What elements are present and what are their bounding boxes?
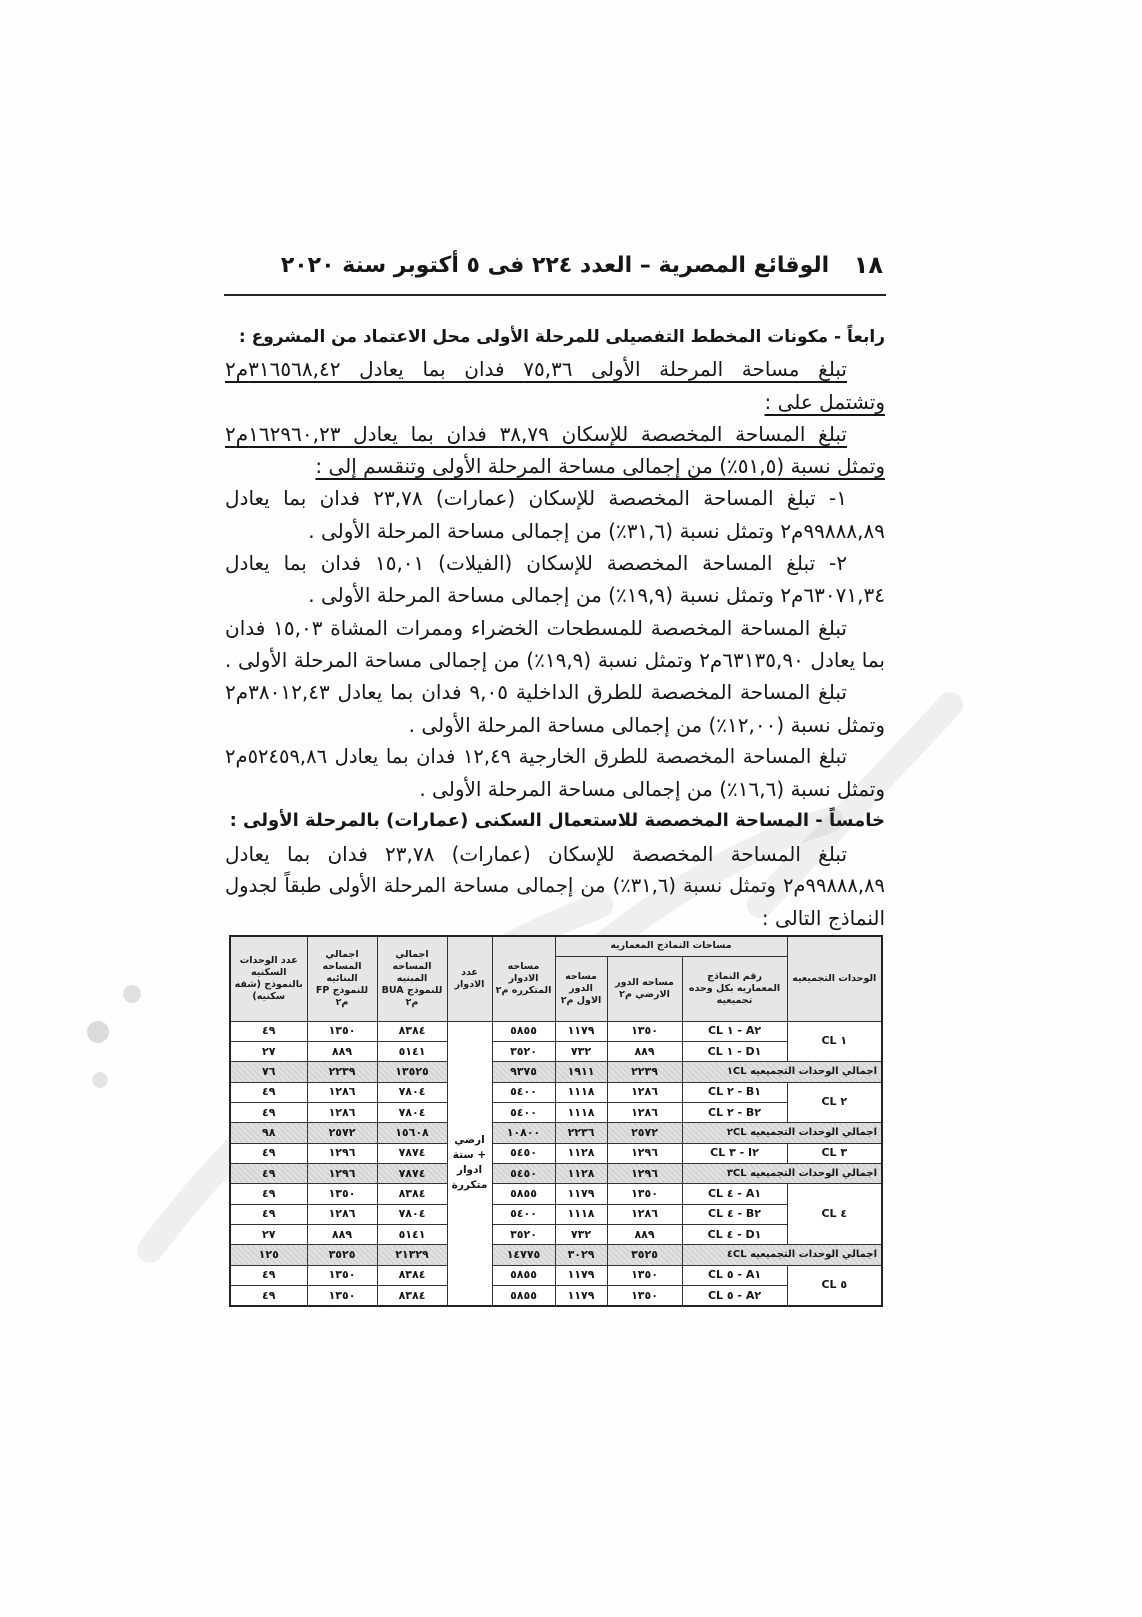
total-fp-cell: ١٢٩٦ (307, 1164, 377, 1184)
ground-area-cell: ٨٨٩ (607, 1225, 682, 1245)
header-cluster: الوحدات التجميعيه (787, 936, 882, 1021)
total-label-cell: اجمالي الوحدات التجميعيه ١CL (682, 1062, 882, 1082)
paragraph-line: تبلغ المساحة المخصصة للطرق الداخلية ٩,٠٥ فدان بما يعادل ٣٨٠١٢,٤٣م٢ (225, 680, 848, 705)
table-total-row (230, 1123, 882, 1143)
total-repeated-cell: ١٤٧٧٥ (492, 1245, 555, 1265)
first-area-cell: ٧٣٢ (555, 1041, 607, 1061)
total-repeated-cell: ١٠٨٠٠ (492, 1123, 555, 1143)
repeated-area-cell: ٥٤٥٠ (492, 1143, 555, 1163)
fp-cell: ١٢٩٦ (307, 1143, 377, 1163)
total-label-cell: اجمالي الوحدات التجميعيه ٣CL (682, 1164, 882, 1184)
ground-area-cell: ١٢٨٦ (607, 1082, 682, 1102)
table-row (230, 1021, 882, 1041)
table-total-row (230, 1245, 882, 1265)
units-cell: ٢٧ (230, 1225, 307, 1245)
units-cell: ٤٩ (230, 1021, 307, 1041)
total-units-cell: ٤٩ (230, 1164, 307, 1184)
first-area-cell: ١١٧٩ (555, 1021, 607, 1041)
bua-cell: ٧٨٠٤ (377, 1204, 447, 1224)
repeated-area-cell: ٣٥٢٠ (492, 1225, 555, 1245)
ground-area-cell: ٨٨٩ (607, 1041, 682, 1061)
paragraph-line: بما يعادل ٦٣١٣٥,٩٠م٢ وتمثل نسبة (١٩,٩٪) من إجمالى مساحة المرحلة الأولى . (225, 647, 885, 672)
total-ground-cell: ١٢٩٦ (607, 1164, 682, 1184)
table-row (230, 1102, 882, 1122)
table-row (230, 1286, 882, 1306)
ground-area-cell: ١٣٥٠ (607, 1021, 682, 1041)
repeated-area-cell: ٥٤٠٠ (492, 1204, 555, 1224)
total-first-cell: ٣٠٢٩ (555, 1245, 607, 1265)
total-ground-cell: ٢٢٣٩ (607, 1062, 682, 1082)
table-row (230, 1204, 882, 1224)
first-area-cell: ١١٧٩ (555, 1184, 607, 1204)
total-units-cell: ٩٨ (230, 1123, 307, 1143)
paragraph-line: تبلغ المساحة المخصصة للطرق الخارجية ١٢,٤٩ فدان بما يعادل ٥٢٤٥٩,٨٦م٢ (225, 744, 847, 768)
table-row (230, 1082, 882, 1102)
first-area-cell: ٧٣٢ (555, 1225, 607, 1245)
header-ground-floor-area: مساحه الدور الارضي م٢ (607, 956, 682, 1021)
repeated-area-cell: ٥٨٥٥ (492, 1184, 555, 1204)
first-area-cell: ١١١٨ (555, 1082, 607, 1102)
cluster-cell: CL ٣ (787, 1143, 882, 1163)
total-bua-cell: ١٣٥٢٥ (377, 1062, 447, 1082)
units-cell: ٤٩ (230, 1143, 307, 1163)
paragraph-line: وتشتمل على : (764, 389, 885, 414)
table-body (230, 1021, 882, 1306)
paragraph-line: تبلغ المساحة المخصصة للمسطحات الخضراء وممرات المشاة ١٥,٠٣ فدان (225, 615, 847, 640)
page-header (225, 250, 885, 290)
table-row (230, 1265, 882, 1285)
cluster-cell: CL ٤ (787, 1184, 882, 1245)
ground-area-cell: ١٣٥٠ (607, 1286, 682, 1306)
total-fp-cell: ٢٥٧٢ (307, 1123, 377, 1143)
section-four-heading: رابعاً - مكونات المخطط التفصيلى للمرحلة الأولى محل الاعتماد من المشروع : (238, 327, 885, 347)
page-number: ١٨ (853, 251, 883, 279)
ground-area-cell: ١٢٨٦ (607, 1204, 682, 1224)
total-bua-cell: ٢١٣٢٩ (377, 1245, 447, 1265)
model-cell: CL ٤ - A١ (682, 1184, 787, 1204)
paragraph-line: تبلغ المساحة المخصصة للإسكان ٣٨,٧٩ فدان بما يعادل ١٦٢٩٦٠,٢٣م٢ (225, 421, 847, 446)
paragraph-line: وتمثل نسبة (١٢,٠٠٪) من إجمالى مساحة المرحلة الأولى . (408, 712, 885, 737)
total-repeated-cell: ٩٣٧٥ (492, 1062, 555, 1082)
total-fp-cell: ٣٥٢٥ (307, 1245, 377, 1265)
paragraph-line: ٩٩٨٨٨,٨٩م٢ وتمثل نسبة (٣١,٦٪) من إجمالى مساحة المرحلة الأولى . (308, 518, 885, 543)
ground-area-cell: ١٢٨٦ (607, 1102, 682, 1122)
gazette-title: الوقائع المصرية – العدد ٢٢٤ فى ٥ أكتوبر سنة ٢٠٢٠ (280, 253, 830, 278)
header-model-areas-group: مساحات النماذج المعماريه (555, 936, 787, 956)
model-cell: CL ٣ - I٢ (682, 1143, 787, 1163)
fp-cell: ٨٨٩ (307, 1225, 377, 1245)
first-area-cell: ١١٧٩ (555, 1265, 607, 1285)
total-repeated-cell: ٥٤٥٠ (492, 1164, 555, 1184)
total-ground-cell: ٣٥٢٥ (607, 1245, 682, 1265)
bua-cell: ٨٣٨٤ (377, 1184, 447, 1204)
fp-cell: ١٣٥٠ (307, 1184, 377, 1204)
model-cell: CL ١ - A٢ (682, 1021, 787, 1041)
header-repeated-floors-area: مساحه الادوار المتكرره م٢ (492, 936, 555, 1021)
header-total-bua: اجمالي المساحه المبنيه للنموذج BUA م٢ (377, 936, 447, 1021)
total-units-cell: ٧٦ (230, 1062, 307, 1082)
floors-count-cell: ارضي + ستة ادوار متكررة (447, 1021, 492, 1306)
first-area-cell: ١١١٨ (555, 1204, 607, 1224)
repeated-area-cell: ٥٨٥٥ (492, 1286, 555, 1306)
total-first-cell: ٢٢٣٦ (555, 1123, 607, 1143)
bua-cell: ٨٣٨٤ (377, 1265, 447, 1285)
units-cell: ٤٩ (230, 1204, 307, 1224)
repeated-area-cell: ٥٤٠٠ (492, 1102, 555, 1122)
bua-cell: ٨٣٨٤ (377, 1021, 447, 1041)
ground-area-cell: ١٣٥٠ (607, 1265, 682, 1285)
total-ground-cell: ٢٥٧٢ (607, 1123, 682, 1143)
header-first-floor-area: مساحه الدور الاول م٢ (555, 956, 607, 1021)
model-cell: CL ١ - D١ (682, 1041, 787, 1061)
paragraph-line: تبلغ مساحة المرحلة الأولى ٧٥,٣٦ فدان بما يعادل ٣١٦٥٦٨,٤٢م٢ (225, 357, 847, 382)
section-five-heading: خامساً - المساحة المخصصة للاستعمال السكنى (عمارات) بالمرحلة الأولى : (229, 810, 885, 832)
header-total-fp: اجمالي المساحه البنائيه للنموذج FP م٢ (307, 936, 377, 1021)
table-row (230, 1225, 882, 1245)
bua-cell: ٥١٤١ (377, 1225, 447, 1245)
bua-cell: ٨٣٨٤ (377, 1286, 447, 1306)
repeated-area-cell: ٥٨٥٥ (492, 1021, 555, 1041)
units-cell: ٤٩ (230, 1082, 307, 1102)
bua-cell: ٧٨٠٤ (377, 1082, 447, 1102)
first-area-cell: ١١٢٨ (555, 1143, 607, 1163)
paragraph-line: النماذج التالى : (761, 906, 885, 931)
model-cell: CL ٤ - B٢ (682, 1204, 787, 1224)
model-cell: CL ٥ - A١ (682, 1265, 787, 1285)
ground-area-cell: ١٢٩٦ (607, 1143, 682, 1163)
units-cell: ٤٩ (230, 1286, 307, 1306)
total-fp-cell: ٢٢٣٩ (307, 1062, 377, 1082)
cluster-cell: CL ٢ (787, 1082, 882, 1123)
bua-cell: ٧٨٧٤ (377, 1143, 447, 1163)
total-bua-cell: ٧٨٧٤ (377, 1164, 447, 1184)
bua-cell: ٥١٤١ (377, 1041, 447, 1061)
units-cell: ٢٧ (230, 1041, 307, 1061)
paragraph-line: ٦٣٠٧١,٣٤م٢ وتمثل نسبة (١٩,٩٪) من إجمالى مساحة المرحلة الأولى . (308, 583, 885, 608)
units-cell: ٤٩ (230, 1184, 307, 1204)
model-cell: CL ٢ - B١ (682, 1082, 787, 1102)
table-row (230, 1184, 882, 1204)
model-cell: CL ٢ - B٢ (682, 1102, 787, 1122)
units-cell: ٤٩ (230, 1265, 307, 1285)
cluster-cell: CL ١ (787, 1021, 882, 1062)
total-label-cell: اجمالي الوحدات التجميعيه ٤CL (682, 1245, 882, 1265)
repeated-area-cell: ٣٥٢٠ (492, 1041, 555, 1061)
fp-cell: ٨٨٩ (307, 1041, 377, 1061)
model-cell: CL ٥ - A٢ (682, 1286, 787, 1306)
architectural-models-table (229, 935, 883, 1307)
table-header-row (230, 936, 882, 956)
table-row (230, 1041, 882, 1061)
cluster-cell: CL ٥ (787, 1265, 882, 1306)
body-text (225, 321, 885, 935)
total-first-cell: ١١٢٨ (555, 1164, 607, 1184)
total-bua-cell: ١٥٦٠٨ (377, 1123, 447, 1143)
fp-cell: ١٣٥٠ (307, 1021, 377, 1041)
table-total-row (230, 1062, 882, 1082)
fp-cell: ١٢٨٦ (307, 1082, 377, 1102)
paragraph-line: وتمثل نسبة (١٦,٦٪) من إجمالى مساحة المرحلة الأولى . (419, 777, 885, 802)
first-area-cell: ١١٧٩ (555, 1286, 607, 1306)
fp-cell: ١٣٥٠ (307, 1265, 377, 1285)
total-label-cell: اجمالي الوحدات التجميعيه ٢CL (682, 1123, 882, 1143)
model-cell: CL ٤ - D١ (682, 1225, 787, 1245)
header-units-count: عدد الوحدات السكنيه بالنموذج (شقه سكنيه) (230, 936, 307, 1021)
paragraph-line: ٢- تبلغ المساحة المخصصة للإسكان (الفيلات) ١٥,٠١ فدان بما يعادل (225, 551, 848, 576)
fp-cell: ١٢٨٦ (307, 1204, 377, 1224)
header-model-number: رقم النماذج المعماريه بكل وحده تجميعيه (682, 956, 787, 1021)
paragraph-line: ١- تبلغ المساحة المخصصة للإسكان (عمارات) ٢٣,٧٨ فدان بما يعادل (225, 486, 847, 511)
paragraph-line: وتمثل نسبة (٥١,٥٪) من إجمالى مساحة المرحلة الأولى وتنقسم إلى : (315, 454, 885, 479)
paragraph-line: تبلغ المساحة المخصصة للإسكان (عمارات) ٢٣,٧٨ فدان بما يعادل (225, 841, 848, 866)
units-cell: ٤٩ (230, 1102, 307, 1122)
ground-area-cell: ١٣٥٠ (607, 1184, 682, 1204)
fp-cell: ١٢٨٦ (307, 1102, 377, 1122)
paragraph-line: ٩٩٨٨٨,٨٩م٢ وتمثل نسبة (٣١,٦٪) من إجمالى مساحة المرحلة الأولى طبقاً لجدول (225, 874, 886, 898)
repeated-area-cell: ٥٨٥٥ (492, 1265, 555, 1285)
table-row (230, 1143, 882, 1163)
header-floors-count: عدد الادوار (447, 936, 492, 1021)
repeated-area-cell: ٥٤٠٠ (492, 1082, 555, 1102)
table-total-row (230, 1164, 882, 1184)
total-units-cell: ١٢٥ (230, 1245, 307, 1265)
fp-cell: ١٣٥٠ (307, 1286, 377, 1306)
bua-cell: ٧٨٠٤ (377, 1102, 447, 1122)
first-area-cell: ١١١٨ (555, 1102, 607, 1122)
header-divider (224, 294, 886, 296)
total-first-cell: ١٩١١ (555, 1062, 607, 1082)
